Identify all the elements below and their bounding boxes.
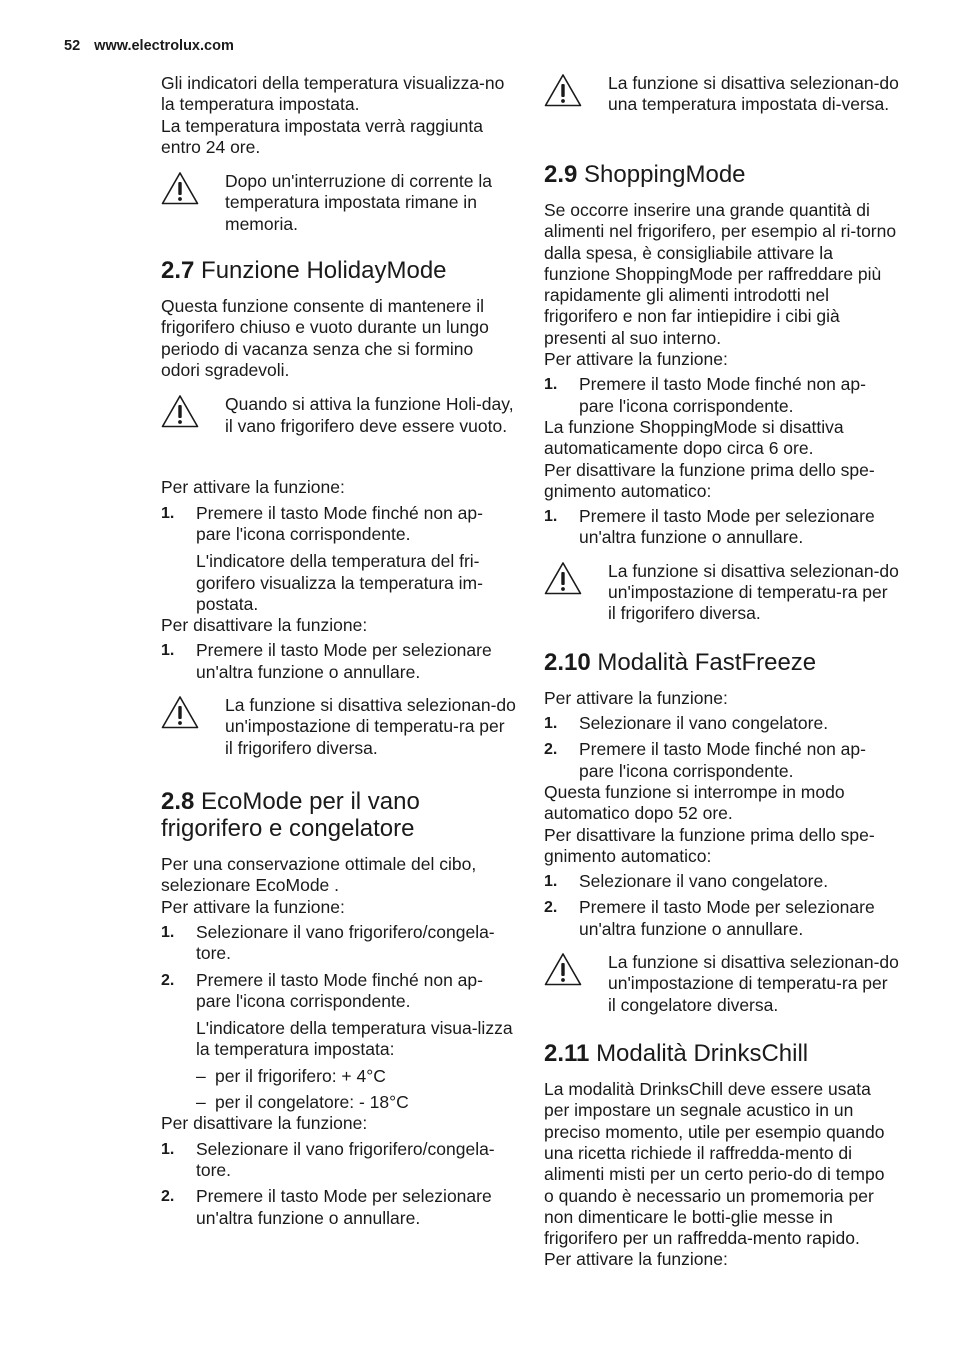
section-title-line-2: frigorifero e congelatore (161, 815, 415, 843)
section-title: ShoppingMode (584, 161, 746, 188)
step-text: Selezionare il vano congelatore. (579, 871, 829, 892)
list-item (161, 970, 516, 1013)
section-title: Funzione HolidayMode (201, 257, 447, 285)
list-item (544, 897, 899, 940)
section-number: 2.9 (544, 161, 578, 188)
warning-text: Quando si attiva la funzione Holi-day, il vano frigorifero deve essere vuoto. (225, 394, 514, 436)
warning-box (161, 171, 516, 237)
step-text: Selezionare il vano congelatore. (579, 713, 829, 734)
step-number: 1. (161, 504, 175, 522)
auto-off-note: Questa funzione si interrompe in modo automatico dopo 52 ore. (544, 781, 845, 824)
activate-label: Per attivare la funzione: (544, 687, 728, 708)
step-text: Premere il tasto Mode finché non ap-pare l'icona corrispondente. (579, 739, 866, 781)
step-note: L'indicatore della temperatura visua-lizza la temperatura impostata: (196, 1018, 513, 1060)
list-item (161, 1186, 516, 1229)
step-text: Premere il tasto Mode per selezionare un'altra funzione o annullare. (196, 1186, 492, 1228)
step-number: 2. (161, 1188, 175, 1206)
step-number: 1. (544, 715, 558, 733)
step-number: 2. (544, 899, 558, 917)
intro-paragraph-2: La temperatura impostata verrà raggiunta entro 24 ore. (161, 115, 483, 157)
activate-steps (161, 503, 516, 546)
warning-box (544, 561, 899, 627)
deactivate-steps (161, 1139, 516, 1229)
step-text: Selezionare il vano frigorifero/congela-tore. (196, 1138, 495, 1180)
step-number: 2. (161, 971, 175, 989)
step-text: Premere il tasto Mode finché non ap-pare l'icona corrispondente. (579, 374, 866, 416)
section-number: 2.11 (544, 1040, 590, 1068)
warning-box (161, 394, 516, 460)
list-item (544, 739, 899, 782)
activate-label: Per attivare la funzione: (544, 1249, 728, 1270)
section-title: EcoMode per il vano (201, 788, 420, 816)
step-number: 1. (161, 923, 175, 941)
dash-marker: – (196, 1065, 206, 1086)
website-url[interactable]: www.electrolux.com (94, 38, 234, 54)
section-title: Modalità DrinksChill (596, 1040, 809, 1068)
dash-text: per il congelatore: - 18°C (215, 1092, 409, 1113)
deactivate-label: Per disattivare la funzione prima dello spe-gnimento automatico: (544, 824, 875, 866)
warning-box (544, 952, 899, 1018)
deactivate-steps (544, 871, 899, 940)
step-number: 2. (544, 741, 558, 759)
step-number: 1. (161, 1140, 175, 1158)
warning-box (161, 695, 516, 761)
step-text: Premere il tasto Mode per selezionare un'altra funzione o annullare. (579, 506, 875, 548)
deactivate-label: Per disattivare la funzione prima dello spe-gnimento automatico: (544, 459, 875, 501)
step-number: 1. (161, 642, 175, 660)
warning-text: La funzione si disattiva selezionan-do un'impostazione di temperatu-ra per il congelatore diversa. (608, 952, 899, 1015)
dash-text: per il frigorifero: + 4°C (215, 1065, 386, 1086)
step-number: 1. (544, 376, 558, 394)
warning-icon (161, 394, 199, 428)
deactivate-steps (161, 640, 516, 683)
list-item (544, 871, 899, 892)
warning-icon (544, 73, 582, 107)
left-column (161, 73, 516, 1229)
section-description: Se occorre inserire una grande quantità di alimenti nel frigorifero, per esempio al ri-torno dalla spesa, è consigliabile attivare la funzione ShoppingMode per raffreddare più rapidamente gli alimenti introdotti nel frigorifero e non far intiepidire i cibi già presenti al suo interno. (544, 200, 897, 348)
auto-off-note: La funzione ShoppingMode si disattiva automaticamente dopo circa 6 ore. (544, 416, 844, 459)
step-number: 1. (544, 873, 558, 891)
section-number: 2.10 (544, 648, 591, 676)
list-item (161, 503, 516, 546)
step-number: 1. (544, 508, 558, 526)
section-heading-2-11 (544, 1040, 899, 1067)
activate-steps (161, 922, 516, 1012)
section-number: 2.8 (161, 788, 195, 816)
page-header (64, 38, 234, 54)
warning-icon (544, 561, 582, 595)
dash-marker: – (196, 1092, 206, 1113)
deactivate-label: Per disattivare la funzione: (161, 1113, 368, 1134)
section-description: Per una conservazione ottimale del cibo, selezionare EcoMode . (161, 854, 477, 896)
step-text: Premere il tasto Mode per selezionare un'altra funzione o annullare. (196, 640, 492, 682)
warning-text: Dopo un'interruzione di corrente la temperatura impostata rimane in memoria. (225, 171, 492, 234)
list-item (161, 1139, 516, 1182)
page-number: 52 (64, 38, 81, 54)
section-description: La modalità DrinksChill deve essere usata per impostare un segnale acustico in un preciso momento, utile per esempio quando una ricetta richiede il raffredda-mento di alimenti misti per un certo perio-do di tempo o quando è necessario un promemoria per non dimenticare le botti-glie messe in frigorifero per un raffredda-mento rapido. (544, 1079, 885, 1249)
warning-icon (161, 695, 199, 729)
deactivate-steps (544, 506, 899, 549)
list-item (544, 374, 899, 417)
warning-text: La funzione si disattiva selezionan-do un'impostazione di temperatu-ra per il frigorifero diversa. (608, 560, 899, 624)
step-text: Selezionare il vano frigorifero/congela-tore. (196, 921, 495, 964)
list-item (544, 713, 899, 734)
warning-icon (161, 171, 199, 205)
section-heading-2-8 (161, 788, 516, 842)
section-description: Questa funzione consente di mantenere il frigorifero chiuso e vuoto durante un lungo periodo di vacanza senza che si formino odori sgradevoli. (161, 296, 489, 381)
intro-paragraph: Gli indicatori della temperatura visualizza-no la temperatura impostata. (161, 73, 505, 115)
warning-text: La funzione si disattiva selezionan-do una temperatura impostata di-versa. (608, 73, 899, 115)
activate-steps (544, 374, 899, 417)
step-note: L'indicatore della temperatura del fri-gorifero visualizza la temperatura im-postata. (196, 551, 483, 614)
list-item (161, 640, 516, 683)
warning-icon (544, 952, 582, 986)
list-item (544, 506, 899, 549)
section-heading-2-7 (161, 257, 516, 284)
activate-label: Per attivare la funzione: (161, 896, 345, 917)
section-title: Modalità FastFreeze (597, 648, 817, 676)
step-text: Premere il tasto Mode finché non ap-pare l'icona corrispondente. (196, 969, 483, 1011)
step-text: Premere il tasto Mode per selezionare un'altra funzione o annullare. (579, 897, 875, 939)
dash-item (161, 1066, 516, 1087)
section-number: 2.7 (161, 257, 195, 285)
step-text: Premere il tasto Mode finché non ap-pare l'icona corrispondente. (196, 502, 483, 544)
section-heading-2-9 (544, 161, 899, 188)
activate-label: Per attivare la funzione: (161, 477, 345, 498)
warning-box (544, 73, 899, 139)
activate-label: Per attivare la funzione: (544, 349, 728, 370)
dash-item (161, 1092, 516, 1113)
section-heading-2-10 (544, 649, 899, 676)
deactivate-label: Per disattivare la funzione: (161, 615, 368, 636)
warning-text: La funzione si disattiva selezionan-do un'impostazione di temperatu-ra per il frigorifero diversa. (225, 695, 516, 758)
right-column (544, 73, 899, 1271)
list-item (161, 922, 516, 965)
activate-steps (544, 713, 899, 782)
